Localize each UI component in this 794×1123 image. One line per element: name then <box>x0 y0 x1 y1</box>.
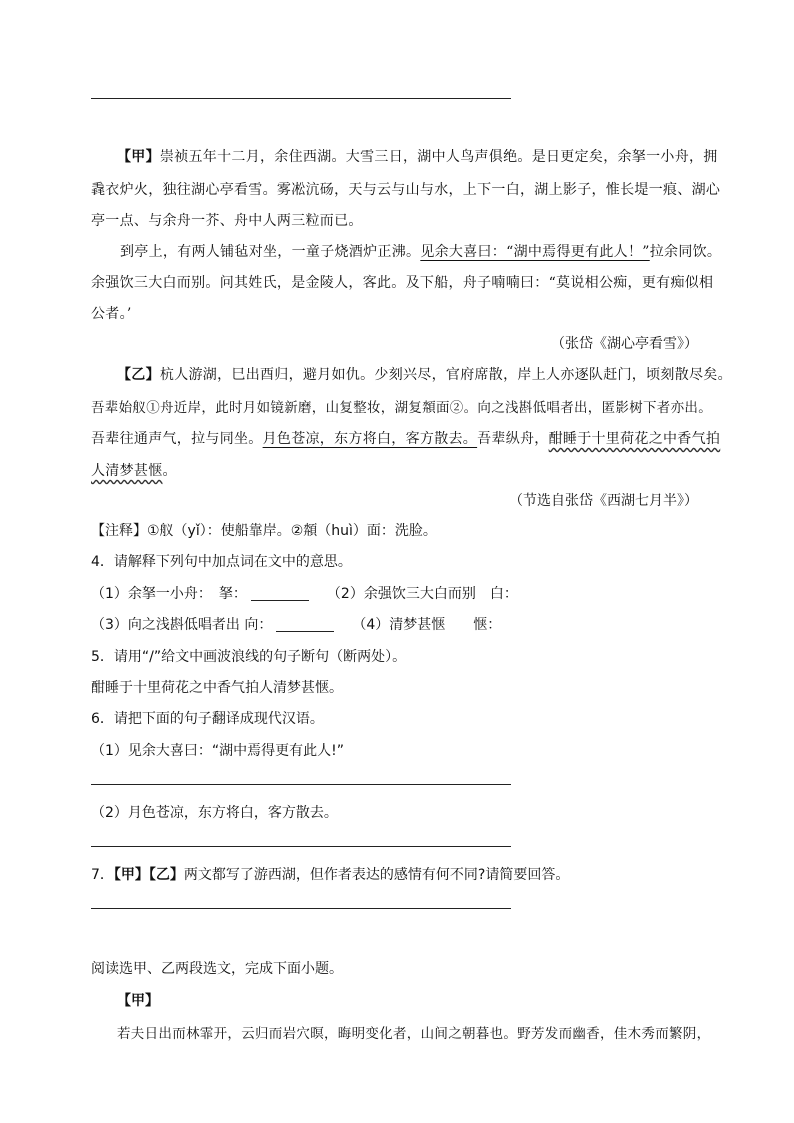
question-4-row-1 <box>91 583 518 603</box>
passage-b-text-1: 杭人游湖，巳出酉归，避月如仇。少刻兴尽，官府席散，岸上人亦逐队赶门，顷刻散尽矣。 <box>159 367 732 383</box>
question-4-item-4: （4）清梦甚惬 惬： <box>352 617 502 633</box>
passage-a-line-1 <box>117 146 718 166</box>
question-4-row-2 <box>91 614 501 634</box>
passage-a-source: （张岱《湖心亭看雪》） <box>551 336 698 352</box>
answer-line-7[interactable] <box>91 908 511 909</box>
passage-a-underlined-sentence: 见余大喜曰：“湖中焉得更有此人！” <box>420 244 650 260</box>
passage-a-line-5: 余强饮三大白而别。问其姓氏，是金陵人，客此。及下船，舟子喃喃曰：“莫说相公痴，更有痴似相 <box>91 275 714 291</box>
passage-b-line-3 <box>91 428 720 448</box>
question-4-item-3: （3）向之浅斟低唱者出 向： <box>91 617 273 633</box>
passage-a-tag: 【甲】 <box>117 149 160 165</box>
question-6: 6．请把下面的句子翻译成现代汉语。 <box>91 711 324 727</box>
passage-b-wavy-sentence-part-2: 人清梦甚惬 <box>91 463 163 479</box>
passage-b-line-4 <box>91 460 177 480</box>
answer-blank-3[interactable] <box>276 617 334 632</box>
answer-line-6-1[interactable] <box>91 784 511 785</box>
passage-b-underlined-sentence: 月色苍凉，东方将白，客方散去。 <box>262 431 478 447</box>
passage-a-line-2: 毳衣炉火，独往湖心亭看雪。雾凇沆砀，天与云与山与水，上下一白，湖上影子，惟长堤一痕、湖心 <box>91 182 721 198</box>
answer-line-6-2[interactable] <box>91 846 511 847</box>
question-6-item-2: （2）月色苍凉，东方将白，客方散去。 <box>91 805 338 821</box>
question-4: 4．请解释下列句中加点词在文中的意思。 <box>91 554 352 570</box>
passage-b-wavy-sentence-part-1: 酣睡于十里荷花之中香气拍 <box>548 431 721 447</box>
question-7-tags: 【甲】【乙】 <box>113 867 184 883</box>
passage-b-tag: 【乙】 <box>117 367 160 383</box>
question-7-number: 7． <box>91 867 114 883</box>
passage-a-line-3: 亭一点、与余舟一芥、舟中人两三粒而已。 <box>91 213 363 229</box>
next-section-intro: 阅读选甲、乙两段选文，完成下面小题。 <box>91 961 343 977</box>
passage-a-line-4 <box>120 241 721 261</box>
notes-label: 【注释】 <box>91 523 147 539</box>
passage-a-text-4-pre: 到亭上，有两人铺毡对坐，一童子烧酒炉正沸。 <box>120 244 421 260</box>
next-section-line-1: 若夫日出而林霏开，云归而岩穴暝，晦明变化者，山间之朝暮也。野芳发而幽香，佳木秀而繁阴， <box>117 1026 711 1042</box>
passage-b-text-3-mid: 吾辈纵舟， <box>477 431 549 447</box>
passage-b-source: （节选自张岱《西湖七月半》） <box>509 493 698 509</box>
question-4-item-1: （1）余拏一小舟： 拏： <box>91 586 247 602</box>
passage-b-text-3-pre: 吾辈往通声气，拉与同坐。 <box>91 431 263 447</box>
question-4-item-2: （2）余强饮三大白而别 白： <box>326 586 518 602</box>
passage-a-line-6: 公者。’ <box>91 306 132 322</box>
answer-blank-1[interactable] <box>251 586 309 601</box>
next-section-tag: 【甲】 <box>117 993 159 1009</box>
passage-b-line-2: 吾辈始舣①舟近岸，此时月如镜新磨，山复整妆，湖复頮面②。向之浅斟低唱者出，匿影树下者亦出。 <box>91 400 712 416</box>
question-6-item-1: （1）见余大喜曰：“湖中焉得更有此人!” <box>91 743 345 759</box>
passage-b-line-1 <box>117 364 732 384</box>
question-7-text: 两文都写了游西湖，但作者表达的感情有何不同?请简要回答。 <box>183 867 570 883</box>
notes-line <box>91 520 437 540</box>
top-divider-line <box>91 98 511 99</box>
passage-b-text-4-post: 。 <box>162 463 177 479</box>
passage-a-text-4-post: 拉余同饮。 <box>649 244 722 260</box>
notes-text: ①舣（yǐ）：使船靠岸。②頮（huì）面：洗脸。 <box>147 523 437 539</box>
question-5: 5．请用“/”给文中画波浪线的句子断句（断两处）。 <box>91 649 407 665</box>
question-7 <box>91 864 569 884</box>
question-5-sentence: 酣睡于十里荷花之中香气拍人清梦甚惬。 <box>91 680 343 696</box>
passage-a-text-1: 崇祯五年十二月，余住西湖。大雪三日，湖中人鸟声俱绝。是日更定矣，余拏一小舟，拥 <box>159 149 718 165</box>
